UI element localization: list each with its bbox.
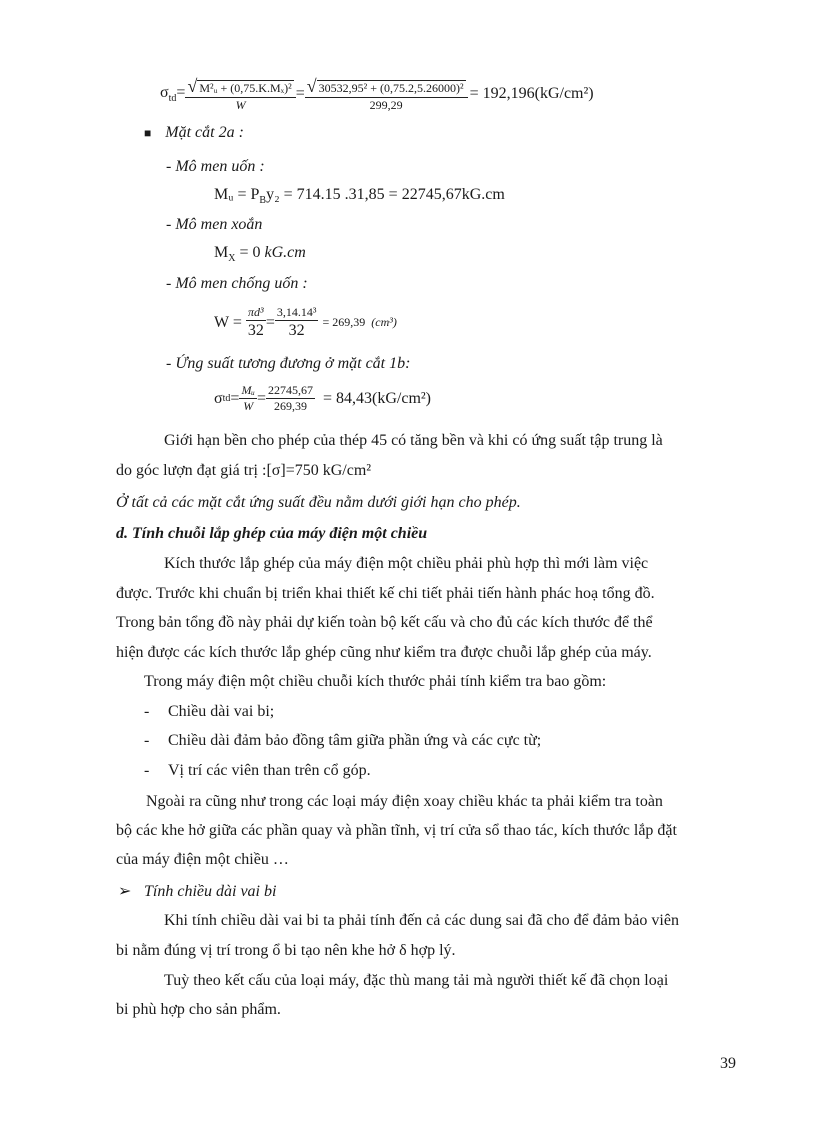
section-heading-2a: ■ Mặt cắt 2a :: [144, 124, 244, 141]
conclusion: Ở tất cả các mặt cắt ứng suất đều nằm dưới giới hạn cho phép.: [116, 494, 521, 511]
square-bullet-icon: ■: [144, 126, 152, 140]
sqrt-icon: √: [187, 76, 198, 96]
stress-label: - Ứng suất tương đương ở mặt cắt 1b:: [166, 355, 411, 372]
para-limit-line1: Giới hạn bền cho phép của thép 45 có tăng bền và khi có ứng suất tập trung là: [164, 432, 663, 449]
para-other-line3: của máy điện một chiều …: [116, 851, 289, 868]
resist-label: - Mô men chống uốn :: [166, 275, 308, 292]
para-d-line3: Trong bản tổng đồ này phải dự kiến toàn bộ kết cấu và cho đủ các kích thước để thể: [116, 614, 653, 631]
para-other-line2: bộ các khe hở giữa các phần quay và phần tĩnh, vị trí cửa sổ thao tác, kích thước lắp đặt: [116, 822, 677, 839]
moment-equation: Mᵤ = $P_By_2 = 714.15$ .31,85 = 22745,67kG.cm: [214, 186, 505, 207]
page-number: 39: [720, 1055, 736, 1072]
formula-equivalent-stress-1: $\sigma_{td}=$ $\frac{\text{√ M²ᵤ + (0,75.K.Mₓ)²}}{W}$ = $\frac{\text{√ 30532,95² + (0,75.2,5.26000)²}}{299,29}$ = 192,196(kG/cm²): [160, 76, 594, 113]
para-d-line2: được. Trước khi chuẩn bị triển khai thiết kế chi tiết phải tiến hành phác hoạ tổng đồ.: [116, 585, 655, 602]
para-limit-line2: do góc lượn đạt giá trị :[σ]=750 kG/cm²: [116, 462, 372, 479]
para-d-line4: hiện được các kích thước lắp ghép cũng như kiểm tra được chuỗi lắp ghép của máy.: [116, 644, 652, 661]
stress-equation: σ td = $\frac{\text{Mᵤ}}{W}$ = $\frac{22745,67}{269,39}$ = 84,43(kG/cm²): [214, 383, 432, 413]
para-d-line1: Kích thước lắp ghép của máy điện một chiều phải phù hợp thì mới làm việc: [164, 555, 649, 572]
dash-bullet-icon: -: [144, 732, 150, 749]
resist-equation: W = $\frac{\text{πd³}}{32}$ = $\frac{\text{3,14.14³}}{32}$ = 269,39 (cm³): [214, 305, 397, 339]
section-heading-d: d. Tính chuỗi lắp ghép của máy điện một chiều: [116, 525, 428, 542]
torsion-equation: $M_X = 0$ kG.cm: [214, 244, 306, 265]
para-other-line1: Ngoài ra cũng như trong các loại máy điện xoay chiều khác ta phải kiểm tra toàn: [146, 793, 663, 810]
list-item: - Vị trí các viên than trên cổ góp.: [144, 762, 371, 779]
torsion-label: - Mô men xoắn: [166, 216, 263, 233]
formula-fraction-numeric: $\frac{\text{√ 30532,95² + (0,75.2,5.26000)²}}{299,29}$: [305, 76, 468, 113]
moment-label: - Mô men uốn :: [166, 158, 265, 175]
list-item: - Chiều dài vai bi;: [144, 703, 275, 720]
list-item: - Chiều dài đảm bảo đồng tâm giữa phần ứng và các cực từ;: [144, 732, 542, 749]
para-bearing-line1: Khi tính chiều dài vai bi ta phải tính đến cả các dung sai đã cho để đảm bảo viên: [164, 912, 679, 929]
dash-bullet-icon: -: [144, 762, 150, 779]
sqrt-icon: √: [306, 76, 317, 96]
formula-fraction-symbolic: $\frac{\text{√ M²ᵤ + (0,75.K.Mₓ)²}}{W}$: [185, 76, 295, 113]
para-type-line1: Tuỳ theo kết cấu của loại máy, đặc thù mang tải mà người thiết kế đã chọn loại: [164, 972, 669, 989]
dash-bullet-icon: -: [144, 703, 150, 720]
list-intro: Trong máy điện một chiều chuỗi kích thước phải tính kiểm tra bao gồm:: [144, 673, 607, 690]
para-bearing-line2: bi nằm đúng vị trí trong ổ bi tạo nên khe hở δ hợp lý.: [116, 942, 456, 959]
arrow-bullet-icon: ➢: [118, 883, 132, 900]
arrow-heading: ➢ Tính chiều dài vai bi: [118, 883, 277, 900]
para-type-line2: bi phù hợp cho sản phẩm.: [116, 1001, 281, 1018]
formula-lhs: $\sigma_{td}=$: [160, 84, 186, 105]
